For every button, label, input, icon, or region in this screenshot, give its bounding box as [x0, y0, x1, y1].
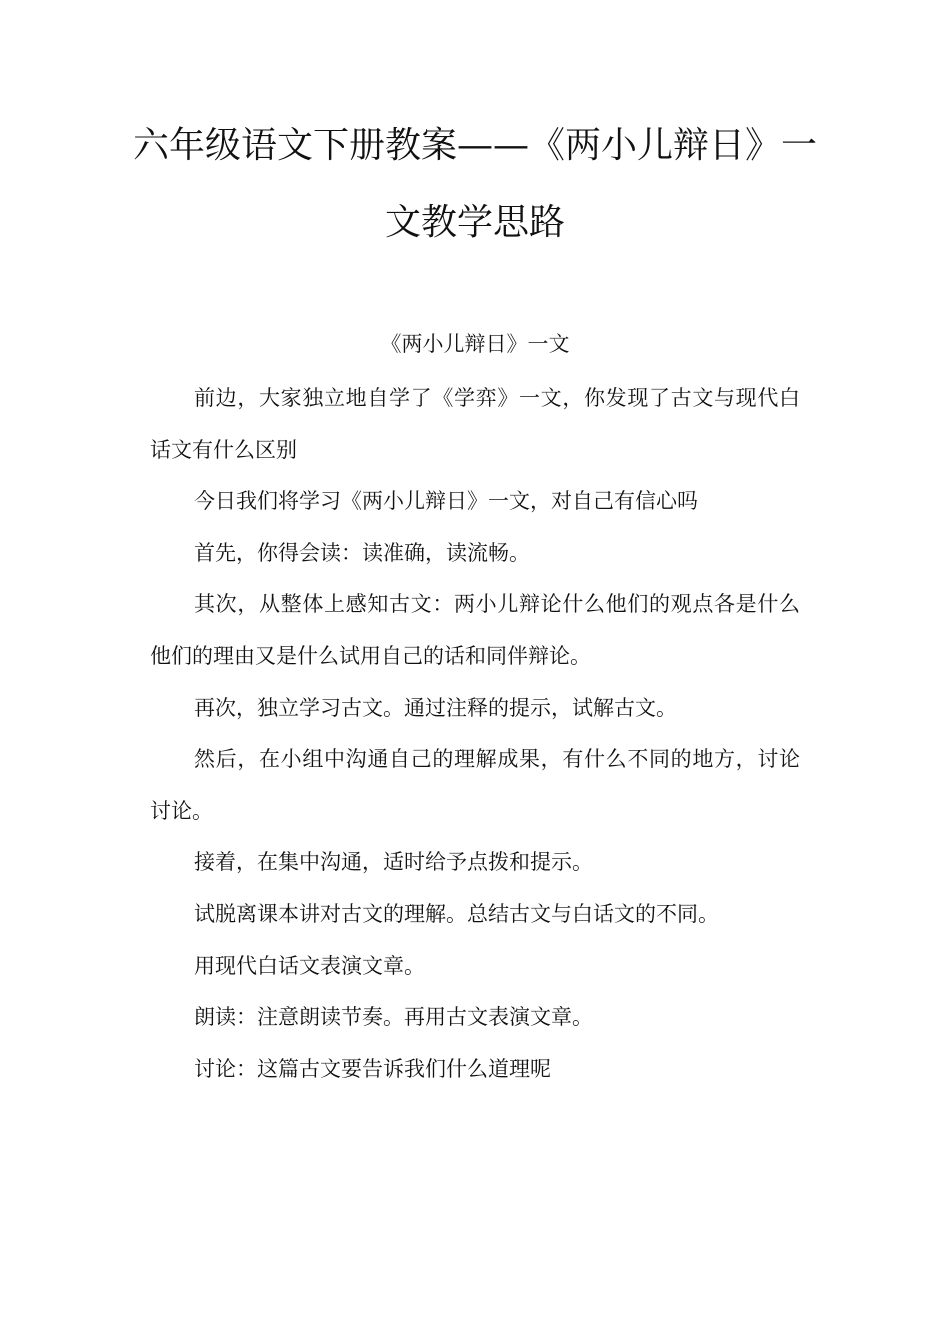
paragraph-5: 再次，独立学习古文。通过注释的提示，试解古文。 [194, 695, 677, 720]
document-subtitle: 《两小儿辩日》一文 [380, 332, 570, 356]
paragraph-4: 其次，从整体上感知古文：两小儿辩论什么他们的观点各是什么他们的理由又是什么试用自己的话和同伴辩论。 [150, 592, 800, 668]
paragraph-2: 今日我们将学习《两小儿辩日》一文，对自己有信心吗 [194, 489, 698, 514]
paragraph-11: 讨论：这篇古文要告诉我们什么道理呢 [194, 1056, 551, 1081]
paragraph-7: 接着，在集中沟通，适时给予点拨和提示。 [194, 850, 593, 875]
document-title-line-2: 文教学思路 [384, 202, 565, 243]
paragraph-6: 然后，在小组中沟通自己的理解成果，有什么不同的地方，讨论讨论。 [150, 747, 800, 823]
paragraph-8: 试脱离课本讲对古文的理解。总结古文与白话文的不同。 [194, 901, 719, 926]
paragraph-3: 首先，你得会读：读准确，读流畅。 [194, 540, 530, 565]
paragraph-10: 朗读：注意朗读节奏。再用古文表演文章。 [194, 1005, 593, 1030]
paragraph-1: 前边，大家独立地自学了《学弈》一文，你发现了古文与现代白话文有什么区别 [150, 386, 800, 462]
document-title-line-1: 六年级语文下册教案——《两小儿辩日》一 [132, 125, 817, 166]
document-body [150, 373, 800, 1095]
paragraph-9: 用现代白话文表演文章。 [194, 953, 425, 978]
